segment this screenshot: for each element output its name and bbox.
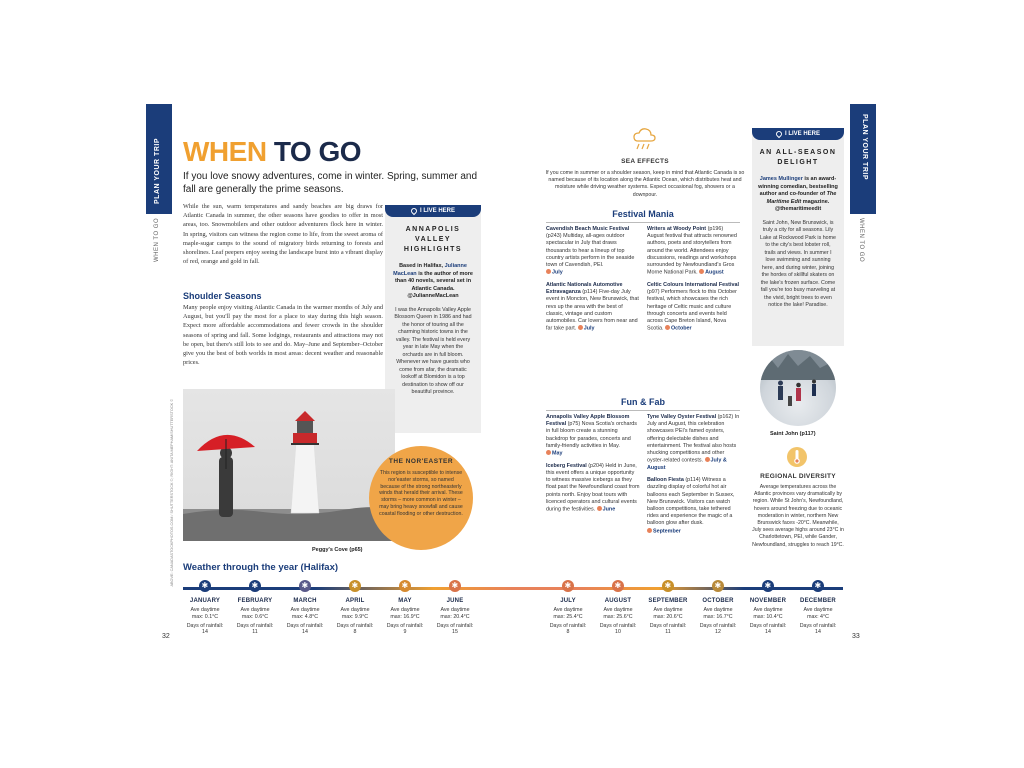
month-name: DECEMBER [800,598,836,604]
month-rain: Days of rainfall: 10 [599,622,637,636]
month-temp: Ave daytime max: 10.4°C [753,607,783,620]
month-temp: Ave daytime max: 16.7°C [703,607,733,620]
intro-text: If you love snowy adventures, come in winter. Spring, summer and fall are generally the prime seasons. [183,171,478,195]
month-name: FEBRUARY [237,598,273,604]
month-temp: Ave daytime max: 4.8°C [290,607,320,620]
all-season-heading: AN ALL-SEASON DELIGHT [759,149,837,166]
i-live-here-box-annapolis [385,205,481,433]
peggys-cove-photo [183,389,395,541]
festival-mania-col2 [647,226,741,333]
calendar-icon [578,325,583,330]
weather-icon [662,580,674,592]
festival-item: Writers at Woody Point (p196) August festival that attracts renowned authors, poets and storytellers from around the world. Attendees enjoy discussions, readings and workshops surrounded by Newfoundland's Gros Morne National Park. August [647,226,737,276]
month-august [594,580,642,636]
fun-fab-heading: Fun & Fab [621,397,665,407]
month-temp: Ave daytime max: 4°C [803,607,833,620]
noreaster-text: This region is susceptible to intense nor'easter storms, so named because of the strong northeasterly winds that herald their arrival. These storms – more common in winter – may bring heavy snowfall and cause coastal flooding or other destruction. [379,470,463,517]
month-temp: Ave daytime max: 16.9°C [390,607,420,620]
month-january [181,580,229,636]
thermometer-icon [786,446,808,473]
month-temp: Ave daytime max: 9.9°C [340,607,370,620]
weather-icon [199,580,211,592]
weather-heading: Weather through the year (Halifax) [183,562,339,573]
fun-fab-col1 [546,414,640,514]
festival-item: Annapolis Valley Apple Blossom Festival (p75) Nova Scotia's orchards in full bloom create a stunning backdrop for parades, concerts and family-friendly activities in May. May [546,414,637,457]
month-temp: Ave daytime max: 0.6°C [240,607,270,620]
i-live-here-badge: I LIVE HERE [752,128,844,140]
festival-mania-divider [546,222,740,223]
calendar-icon [665,325,670,330]
weather-icon [712,580,724,592]
sea-effects-text: If you come in summer or a shoulder season, keep in mind that Atlantic Canada is so named because of its location along the Atlantic Ocean, which distributes heat and moisture while driving weather systems. Expect occasional fog, showers or a downpour. [545,170,745,198]
saint-john-caption: Saint John (p117) [770,431,816,437]
month-name: APRIL [345,598,365,604]
side-label-right: WHEN TO GO [858,218,864,263]
weather-icon [562,580,574,592]
festival-mania-heading: Festival Mania [612,209,674,219]
month-name: JANUARY [189,598,221,604]
annapolis-heading: ANNAPOLIS VALLEY HIGHLIGHTS [403,226,463,253]
location-pin-icon [410,207,418,215]
cloud-rain-icon [631,126,657,157]
month-temp: Ave daytime max: 25.4°C [553,607,583,620]
weather-icon [612,580,624,592]
month-rain: Days of rainfall: 15 [436,622,474,636]
festival-item: Tyne Valley Oyster Festival (p162) In July and August, this celebration showcases PEI's famed oysters, offering delectable dishes and entertainment. The festival also hosts shucking competitions and other oyster-related contests. July & August [647,414,740,471]
sea-effects-heading: SEA EFFECTS [621,158,669,165]
month-rain: Days of rainfall: 12 [699,622,737,636]
calendar-icon [546,269,551,274]
weather-icon [299,580,311,592]
calendar-icon [647,528,652,533]
calendar-icon [546,450,551,455]
shoulder-seasons-heading: Shoulder Seasons [183,291,262,301]
regional-diversity-text: Average temperatures across the Atlantic provinces vary dramatically by region. While St John's, Newfoundland, hovers around freezing due to oceanic moderation in winter, northern New Brunswick faces -20°C. Meanwhile, July sees average highs around 23°C in Charlottetown, PEI, while Gander, Newfoundland, struggles to reach 19°C. [752,484,844,548]
saint-john-text: Saint John, New Brunswick, is truly a city for all seasons. Lily Lake at Rockwood Park is home to the city's best lobster roll, trails and views. In summer I love swimming and sunning here, and during winter, joining the hordes of skillful skaters on the lake's frozen surface. Come fall you're too busy marveling at the vivid, bright trees to even notice the lake! Paradise. [760,219,836,308]
month-rain: Days of rainfall: 8 [549,622,587,636]
festival-item: Atlantic Nationals Automotive Extravaganza (p114) Five-day July event in Moncton, New Brunswick, that revs up the area with the best of classic, vintage and custom automobiles. Car lovers from near and far take part. July [546,281,639,332]
month-name: JUNE [446,598,464,604]
month-rain: Days of rainfall: 14 [799,622,837,636]
month-name: JULY [560,598,576,604]
month-july [544,580,592,636]
side-label-left: WHEN TO GO [154,217,160,262]
month-name: NOVEMBER [749,598,787,604]
month-october [694,580,742,636]
month-temp: Ave daytime max: 25.6°C [603,607,633,620]
month-name: SEPTEMBER [648,598,688,604]
month-rain: Days of rainfall: 14 [749,622,787,636]
weather-icon [762,580,774,592]
fun-fab-col2 [647,414,741,535]
festival-mania-col1 [546,226,640,333]
calendar-icon [597,506,602,511]
fun-fab-divider [546,410,740,411]
i-live-here-box-saint-john [752,128,844,346]
author-bio: Based in Halifax, Julianne MacLean is the author of more than 40 novels, several set in Atlantic Canada. @JulianneMacLean [393,263,473,299]
saint-john-photo [760,350,836,426]
month-september [644,580,692,636]
festival-item: Balloon Fiesta (p114) Witness a dazzling display of colorful hot air balloons each September in Sussex, New Brunswick. Visitors can watch balloon competitions, take tethered rides and experience the magic of a balloon glow after dusk. September [647,477,735,535]
regional-diversity-heading: REGIONAL DIVERSITY [760,473,836,480]
location-pin-icon [775,130,783,138]
month-rain: Days of rainfall: 11 [649,622,687,636]
i-live-here-badge: I LIVE HERE [385,205,481,217]
body-paragraph-1: While the sun, warm temperatures and sandy beaches are big draws for Atlantic Canada in summer, the other seasons have goodies to offer in most areas, too. Snowmobilers and other outdoor adventurers flock here in winter. In spring, visitors can witness the region come to life, from the sweet aroma of maple-sugar camps to the sound of migratory birds returning to forests and shorelines. Leaf peepers enjoy seeing the landscape burst into a vibrant display of red, orange and gold in fall. [183,203,383,266]
calendar-icon [699,269,704,274]
month-february [231,580,279,636]
month-name: OCTOBER [702,598,734,604]
weather-icon [399,580,411,592]
month-rain: Days of rainfall: 14 [286,622,324,636]
page-number-right: 33 [852,633,860,640]
month-temp: Ave daytime max: 0.1°C [190,607,220,620]
festival-item: Cavendish Beach Music Festival (p243) Multiday, all-ages outdoor spectacular in July that draws thousands to hear a lineup of top country artists perform in the seaside town of Cavendish, PEI. July [546,226,635,276]
noreaster-callout [369,446,473,550]
month-name: MARCH [293,598,317,604]
month-june [431,580,479,636]
month-march [281,580,329,636]
author-bio: James Mullinger is an award-winning comedian, bestselling author and co-founder of The Maritime Edit magazine. @themaritimeedit [758,176,838,212]
month-december [794,580,842,636]
month-temp: Ave daytime max: 20.6°C [653,607,683,620]
month-november [744,580,792,636]
month-rain: Days of rainfall: 9 [386,622,424,636]
peggys-cove-caption: Peggy's Cove (p65) [312,547,363,553]
month-name: AUGUST [604,598,632,604]
month-name: MAY [398,598,412,604]
month-temp: Ave daytime max: 20.4°C [440,607,470,620]
body-paragraph-2: Many people enjoy visiting Atlantic Canada in the warmer months of July and August, but you'll pay the most for a place to stay during this high season. Expect more affordable accommodations and fewer crowds in the shoulder seasons of spring and fall. Some lodgings, restaurants and attractions may not be open, but there's still lots to see and do. May–June and September–October give you the best of both worlds in most areas: decent weather and reasonable prices. [183,304,383,367]
noreaster-heading: THE NOR'EASTER [388,458,454,465]
month-rain: Days of rainfall: 8 [336,622,374,636]
weather-icon [449,580,461,592]
page-number-left: 32 [162,633,170,640]
weather-icon [249,580,261,592]
festival-item: Celtic Colours International Festival (p97) Performers flock to this October festival, which showcases the rich heritage of Celtic music and culture through concerts and events held across Cape Breton Island, Nova Scotia. October [647,281,739,332]
month-rain: Days of rainfall: 11 [236,622,274,636]
page-title: WHEN TO GO [183,136,362,167]
month-may [381,580,429,636]
festival-item: Iceberg Festival (p204) Held in June, this event offers a unique opportunity to witness massive icebergs as they float past the Newfoundland coast from points north. Enjoy boat tours with licenced operators and cultural events during the festivities. June [546,462,640,513]
weather-icon [812,580,824,592]
month-april [331,580,379,636]
photo-credit: ABOVE: CANADASTOCKPHOTOS.COM / SHUTTERSTOCK ©; RIGHT: ANITA MEPHAM/SHUTTERSTOCK © [170,399,174,587]
calendar-icon [705,457,710,462]
plan-your-trip-tab-right: PLAN YOUR TRIP [850,104,876,214]
month-rain: Days of rainfall: 14 [186,622,224,636]
weather-icon [349,580,361,592]
plan-your-trip-tab-left: PLAN YOUR TRIP [146,104,172,214]
annapolis-text: I was the Annapolis Valley Apple Blossom Queen in 1986 and had the honor of touring all the charming historic towns in the valley. The festival is held every year in late May when the orchards are in full bloom. Whenever we have guests who come from afar, the dramatic lookoff at Blomidon is a top destination to show off our beautiful province. [394,306,472,395]
